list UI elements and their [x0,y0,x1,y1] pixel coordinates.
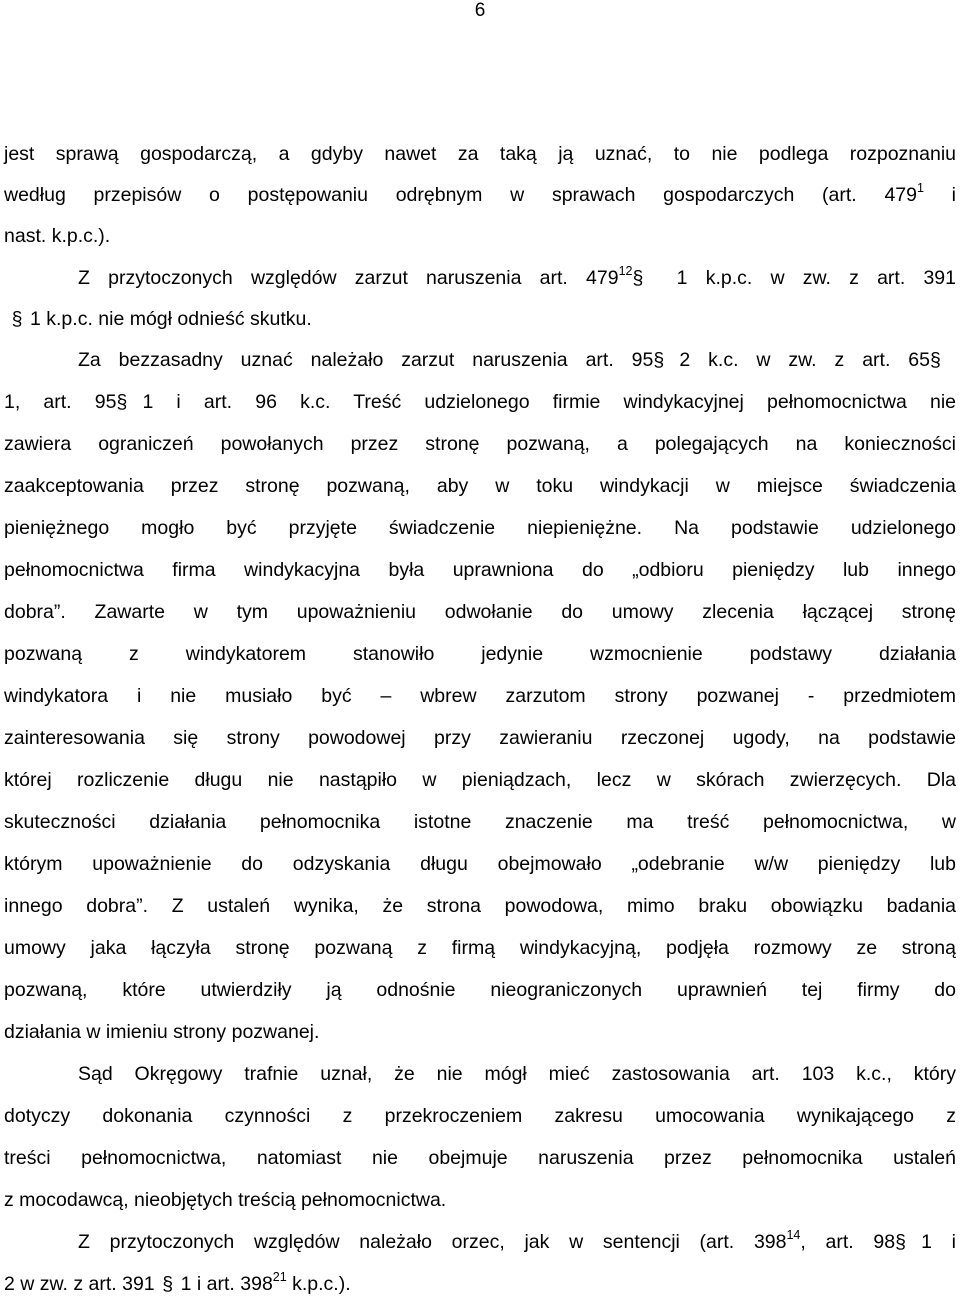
text-line: dotyczy dokonania czynności z przekroczeniem zakresu umocowania wynikającego z [4,1105,956,1127]
text-line: windykatora i nie musiało być – wbrew zarzutom strony pozwanej - przedmiotem [4,685,956,707]
text-line: skuteczności działania pełnomocnika istotne znaczenie ma treść pełnomocnictwa, w [4,811,956,833]
section-sign-icon: § [895,1231,906,1253]
section-sign-icon: § [116,391,128,413]
text-line: której rozliczenie długu nie nastąpiło w pieniądzach, lecz w skórach zwierzęcych. Dla [4,769,956,791]
text-line: działania w imieniu strony pozwanej. [4,1021,320,1043]
section-sign-icon: § [11,308,23,330]
text-line: treści pełnomocnictwa, natomiast nie obejmuje naruszenia przez pełnomocnika ustaleń [4,1147,956,1169]
text-line: zaakceptowania przez stronę pozwaną, aby w toku windykacji w miejsce świadczenia [4,475,956,497]
text-line: 2 w zw. z art. 391 § 1 i art. $398^{21}$ k.p.c.). [4,1264,956,1304]
text-line: dobra”. Zawarte w tym upoważnieniu odwołanie do umowy zlecenia łączącej stronę [4,601,956,623]
text-line: Sąd Okręgowy trafnie uznał, że nie mógł mieć zastosowania art. 103 k.c., który [78,1063,956,1085]
text-line: § 1 k.p.c. nie mógł odnieść skutku. [4,299,956,339]
page-number: 6 [474,0,486,21]
text-line: pełnomocnictwa firma windykacyjna była uprawniona do „odbioru pieniędzy lub innego [4,559,956,581]
text-line: pozwaną, które utwierdziły ją odnośnie nieograniczonych uprawnień tej firmy do [4,979,956,1001]
superscript: 21 [272,1270,287,1284]
text-line: nast. k.p.c.). [4,225,111,247]
superscript: 1 [916,181,924,195]
text-line: pieniężnego mogło być przyjęte świadczenie niepieniężne. Na podstawie udzielonego [4,517,956,539]
text-line: Za bezzasadny uznać należało zarzut naruszenia art. 95§ 2 k.c. w zw. z art. 65§ [78,340,956,380]
text-line: 1, art. 95§ 1 i art. 96 k.c. Treść udzielonego firmie windykacyjnej pełnomocnictwa nie [4,382,956,422]
superscript: 12 [618,264,633,278]
text-line: pozwaną z windykatorem stanowiło jedynie wzmocnienie podstawy działania [4,643,956,665]
text-line: umowy jaka łączyła stronę pozwaną z firmą windykacyjną, podjęła rozmowy ze stroną [4,937,956,959]
text-line: według przepisów o postępowaniu odrębnym w sprawach gospodarczych (art. $479^1$ i [4,181,957,206]
section-sign-icon: § [632,267,644,289]
text-line: z mocodawcą, nieobjętych treścią pełnomocnictwa. [4,1189,447,1211]
section-sign-icon: § [653,349,665,371]
text-line: jest sprawą gospodarczą, a gdyby nawet za taką ją uznać, to nie podlega rozpoznaniu [4,143,956,165]
text-line: Z przytoczonych względów zarzut naruszenia art. $479^{12}\S$ 1 k.p.c. w zw. z art. 391 [78,258,956,298]
text-line: innego dobra”. Z ustaleń wynika, że strona powodowa, mimo braku obowiązku badania [4,895,956,917]
section-sign-icon: § [930,349,941,371]
text-line: zainteresowania się strony powodowej przy zawieraniu rzeczonej ugody, na podstawie [4,727,956,749]
superscript: 14 [786,1228,801,1242]
text-line: zawiera ograniczeń powołanych przez stronę pozwaną, a polegających na konieczności [4,433,956,455]
text-line: którym upoważnienie do odzyskania długu obejmowało „odebranie w/w pieniędzy lub [4,853,956,875]
text-line: Z przytoczonych względów należało orzec, jak w sentencji (art. $398^{14}$, art. 98§ 1 i [78,1222,956,1262]
section-sign-icon: § [162,1273,174,1295]
